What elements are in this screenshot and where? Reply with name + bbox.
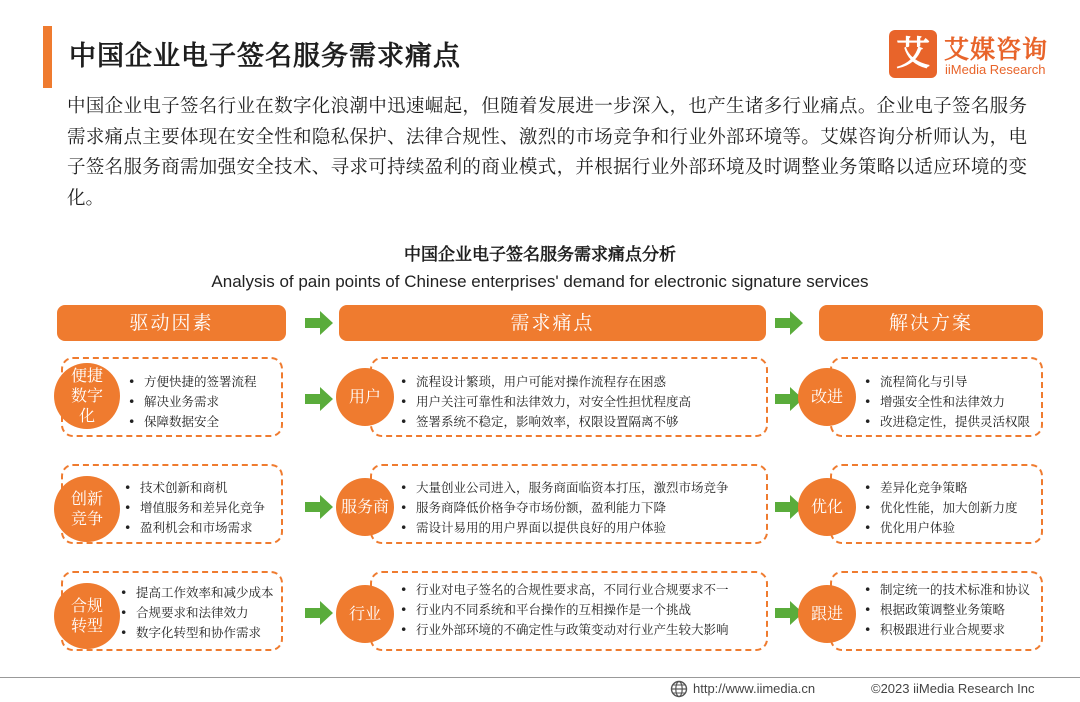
pain-list <box>398 372 691 432</box>
list-item: • 服务商降低价格争夺市场份额，盈利能力下降 <box>398 498 729 518</box>
list-item: • 增值服务和差异化竞争 <box>122 498 265 518</box>
driver-label: 合规转型 <box>70 596 103 635</box>
list-item: • 增强安全性和法律效力 <box>862 392 1030 412</box>
driver-list <box>122 478 265 538</box>
intro-paragraph: 中国企业电子签名行业在数字化浪潮中迅速崛起，但随着发展进一步深入，也产生诸多行业痛点。企业电子签名服务需求痛点主要体现在安全性和隐私保护、法律合规性、激烈的市场竞争和行业外部环境等。艾媒咨询分析师认为，电子签名服务商需加强安全技术、寻求可持续盈利的商业模式，并根据行业外部环境及时调整业务策略以适应环境的变化。 <box>67 96 1027 209</box>
pain-label: 行业 <box>348 604 381 623</box>
list-item: • 差异化竞争策略 <box>862 478 1018 498</box>
pain-list <box>398 478 729 538</box>
list-item: • 制定统一的技术标准和协议 <box>862 580 1030 600</box>
solution-circle <box>798 368 856 426</box>
driver-list <box>126 372 257 432</box>
diagram-title-cn: 中国企业电子签名服务需求痛点分析 <box>404 245 676 265</box>
solution-list <box>862 372 1030 432</box>
header-pain-points: 需求痛点 <box>339 305 766 341</box>
list-item: • 行业对电子签名的合规性要求高，不同行业合规要求不一 <box>398 580 729 600</box>
footer-copyright: ©2023 iiMedia Research Inc <box>871 681 1035 696</box>
solution-list <box>862 478 1018 538</box>
list-item: • 需设计易用的用户界面以提供良好的用户体验 <box>398 518 729 538</box>
driver-circle <box>54 363 120 429</box>
list-item: • 根据政策调整业务策略 <box>862 600 1030 620</box>
pain-circle <box>336 368 394 426</box>
logo-name-en: iiMedia Research <box>945 62 1046 77</box>
flow-arrow-icon <box>305 387 333 411</box>
flow-arrow-icon <box>305 495 333 519</box>
list-item: • 合规要求和法律效力 <box>118 603 274 623</box>
header-drivers: 驱动因素 <box>57 305 286 341</box>
pain-circle <box>336 478 394 536</box>
globe-icon <box>670 680 688 698</box>
list-item: • 行业内不同系统和平台操作的互相操作是一个挑战 <box>398 600 729 620</box>
header-arrow-icon <box>305 311 333 335</box>
header-arrow-icon <box>775 311 803 335</box>
iimedia-logo-icon: 艾 <box>889 30 937 78</box>
solution-circle <box>798 585 856 643</box>
pain-list <box>398 580 729 640</box>
list-item: • 保障数据安全 <box>126 412 257 432</box>
list-item: • 提高工作效率和减少成本 <box>118 583 274 603</box>
list-item: • 改进稳定性，提供灵活权限 <box>862 412 1030 432</box>
driver-list <box>118 583 274 643</box>
solution-label: 改进 <box>810 387 843 406</box>
list-item: • 大量创业公司进入，服务商面临资本打压，激烈市场竞争 <box>398 478 729 498</box>
list-item: • 技术创新和商机 <box>122 478 265 498</box>
footer-divider <box>0 677 1080 678</box>
list-item: • 流程简化与引导 <box>862 372 1030 392</box>
list-item: • 流程设计繁琐，用户可能对操作流程存在困惑 <box>398 372 691 392</box>
pain-label: 服务商 <box>340 497 389 516</box>
list-item: • 积极跟进行业合规要求 <box>862 620 1030 640</box>
driver-label: 便捷数字化 <box>70 366 103 425</box>
driver-circle <box>54 583 120 649</box>
footer-url-link[interactable]: http://www.iimedia.cn <box>693 681 816 696</box>
list-item: • 数字化转型和协作需求 <box>118 623 274 643</box>
list-item: • 优化性能，加大创新力度 <box>862 498 1018 518</box>
page-title: 中国企业电子签名服务需求痛点 <box>69 41 461 72</box>
solution-circle <box>798 478 856 536</box>
solution-label: 优化 <box>810 497 843 516</box>
list-item: • 方便快捷的签署流程 <box>126 372 257 392</box>
solution-label: 跟进 <box>810 604 843 623</box>
list-item: • 行业外部环境的不确定性与政策变动对行业产生较大影响 <box>398 620 729 640</box>
flow-arrow-icon <box>305 601 333 625</box>
list-item: • 解决业务需求 <box>126 392 257 412</box>
list-item: • 优化用户体验 <box>862 518 1018 538</box>
list-item: • 用户关注可靠性和法律效力，对安全性担忧程度高 <box>398 392 691 412</box>
header-solutions: 解决方案 <box>819 305 1043 341</box>
pain-circle <box>336 585 394 643</box>
logo-name-cn: 艾媒咨询 <box>944 35 1049 64</box>
diagram-title-en: Analysis of pain points of Chinese enterprises' demand for electronic signature services <box>211 272 869 291</box>
list-item: • 签署系统不稳定，影响效率，权限设置隔离不够 <box>398 412 691 432</box>
list-item: • 盈利机会和市场需求 <box>122 518 265 538</box>
driver-circle <box>54 476 120 542</box>
title-accent-bar <box>43 26 52 88</box>
pain-label: 用户 <box>348 387 381 406</box>
driver-label: 创新竞争 <box>70 489 103 528</box>
solution-list <box>862 580 1030 640</box>
